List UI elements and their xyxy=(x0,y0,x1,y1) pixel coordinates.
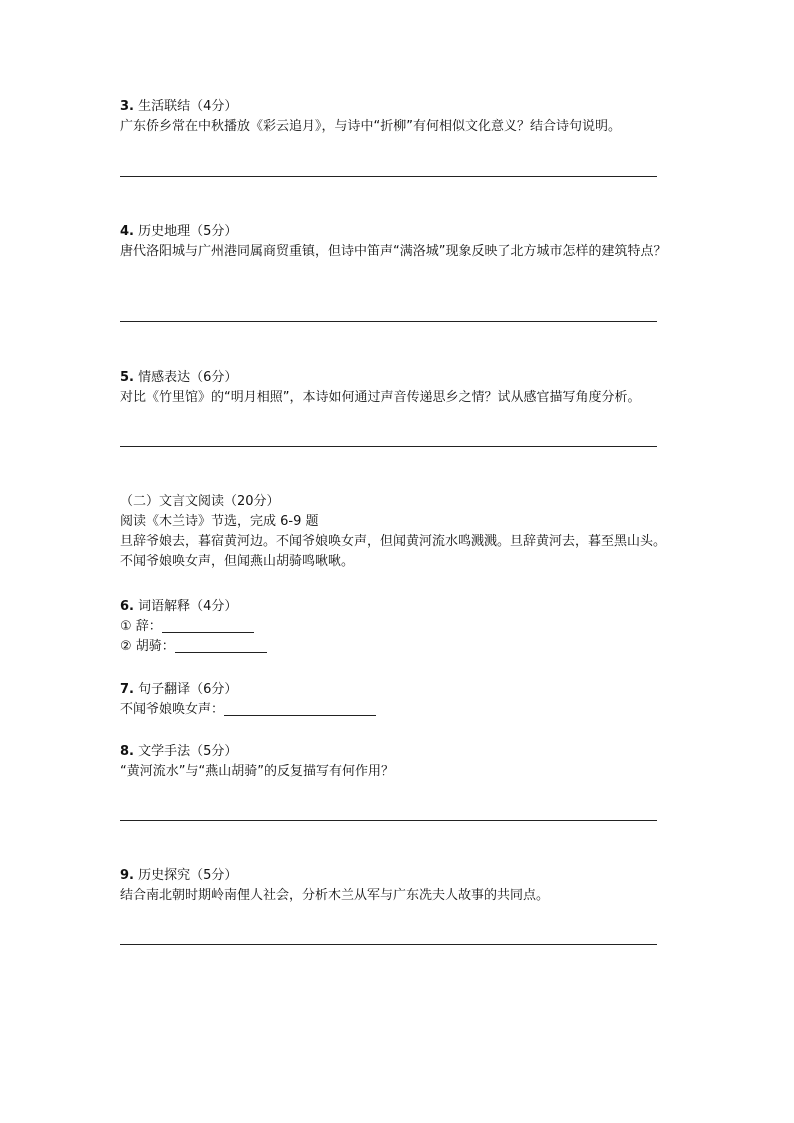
answer-line-q9[interactable] xyxy=(120,944,657,945)
question-7-title: 句子翻译（6分） xyxy=(138,682,238,697)
question-5-title: 情感表达（6分） xyxy=(138,370,238,385)
question-4-heading xyxy=(120,222,680,242)
question-8-heading xyxy=(120,742,680,762)
question-9 xyxy=(120,866,680,906)
question-4 xyxy=(120,222,680,262)
question-7-number: 7. xyxy=(120,682,134,697)
question-6-item-1-label: ① 辞： xyxy=(120,619,162,634)
section-2 xyxy=(120,492,680,572)
question-6-number: 6. xyxy=(120,599,134,614)
question-9-number: 9. xyxy=(120,868,134,883)
question-3-number: 3. xyxy=(120,99,134,114)
question-8-title: 文学手法（5分） xyxy=(138,744,238,759)
question-6-item-1 xyxy=(120,617,680,637)
answer-line-q5[interactable] xyxy=(120,446,657,447)
question-7 xyxy=(120,680,680,720)
question-3-prompt: 广东侨乡常在中秋播放《彩云追月》，与诗中“折柳”有何相似文化意义？结合诗句说明。 xyxy=(120,119,621,134)
question-5 xyxy=(120,368,680,408)
question-6-item-2 xyxy=(120,637,680,657)
section-2-passage: 旦辞爷娘去，暮宿黄河边。不闻爷娘唤女声，但闻黄河流水鸣溅溅。旦辞黄河去，暮至黑山头。不闻爷娘唤女声，但闻燕山胡骑鸣啾啾。 xyxy=(120,534,667,569)
answer-line-q8[interactable] xyxy=(120,820,657,821)
question-7-heading xyxy=(120,680,680,700)
question-9-prompt: 结合南北朝时期岭南俚人社会，分析木兰从军与广东冼夫人故事的共同点。 xyxy=(120,888,550,903)
question-4-number: 4. xyxy=(120,224,134,239)
question-8 xyxy=(120,742,680,782)
question-6-heading xyxy=(120,597,680,617)
question-3 xyxy=(120,97,680,137)
section-2-instruction: 阅读《木兰诗》节选，完成 6-9 题 xyxy=(120,514,319,529)
question-7-item xyxy=(120,700,680,720)
question-5-prompt: 对比《竹里馆》的“明月相照”，本诗如何通过声音传递思乡之情？试从感官描写角度分析。 xyxy=(120,390,641,405)
question-9-title: 历史探究（5分） xyxy=(138,868,238,883)
answer-line-q4[interactable] xyxy=(120,321,657,322)
question-9-heading xyxy=(120,866,680,886)
question-5-heading xyxy=(120,368,680,388)
question-5-number: 5. xyxy=(120,370,134,385)
question-6-title: 词语解释（4分） xyxy=(138,599,238,614)
question-3-heading xyxy=(120,97,680,117)
question-8-number: 8. xyxy=(120,744,134,759)
question-8-prompt: “黄河流水”与“燕山胡骑”的反复描写有何作用？ xyxy=(120,764,394,779)
question-4-title: 历史地理（5分） xyxy=(138,224,238,239)
blank-translation[interactable] xyxy=(224,701,376,716)
blank-ci[interactable] xyxy=(162,618,254,633)
question-3-title: 生活联结（4分） xyxy=(138,99,238,114)
question-7-prompt: 不闻爷娘唤女声： xyxy=(120,702,225,717)
question-6 xyxy=(120,597,680,657)
blank-huqi[interactable] xyxy=(175,638,267,653)
question-6-item-2-label: ② 胡骑： xyxy=(120,639,175,654)
question-4-prompt: 唐代洛阳城与广州港同属商贸重镇，但诗中笛声“满洛城”现象反映了北方城市怎样的建筑特点？ xyxy=(120,244,667,259)
section-2-heading: （二）文言文阅读（20分） xyxy=(120,494,280,509)
answer-line-q3[interactable] xyxy=(120,176,657,177)
